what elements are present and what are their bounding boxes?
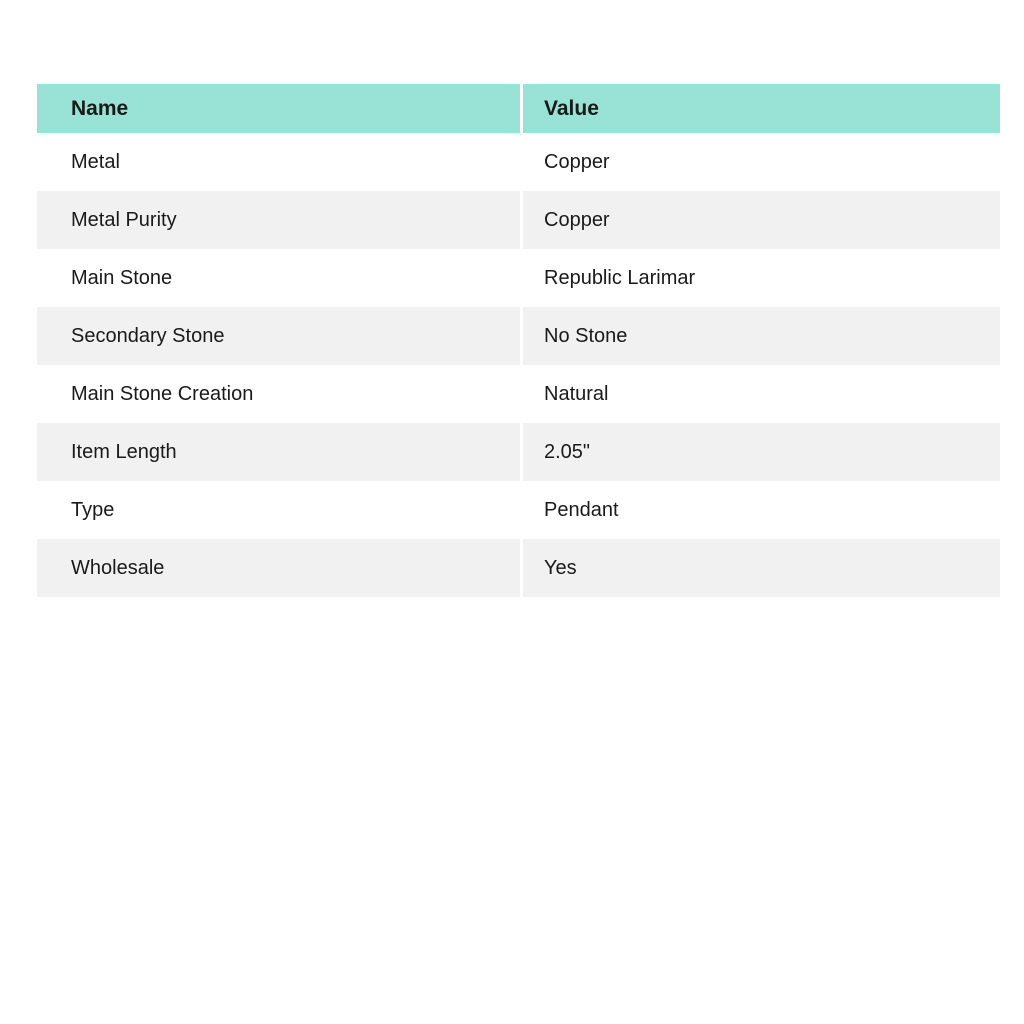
- attribute-value: Copper: [523, 191, 1000, 249]
- table-row: [37, 423, 1000, 481]
- attribute-value: No Stone: [523, 307, 1000, 365]
- table-row: [37, 307, 1000, 365]
- table-row: [37, 133, 1000, 191]
- attribute-name: Wholesale: [37, 539, 523, 597]
- table-row: [37, 249, 1000, 307]
- header-cell-value: Value: [523, 84, 1000, 133]
- table-row: [37, 539, 1000, 597]
- product-attributes-table: [37, 84, 1000, 597]
- attribute-name: Secondary Stone: [37, 307, 523, 365]
- attribute-name: Type: [37, 481, 523, 539]
- table-header-row: [37, 84, 1000, 133]
- attribute-value: Yes: [523, 539, 1000, 597]
- attribute-value: Pendant: [523, 481, 1000, 539]
- attribute-name: Item Length: [37, 423, 523, 481]
- attribute-value: Natural: [523, 365, 1000, 423]
- table-row: [37, 191, 1000, 249]
- attribute-name: Main Stone Creation: [37, 365, 523, 423]
- table-row: [37, 481, 1000, 539]
- attribute-name: Main Stone: [37, 249, 523, 307]
- header-cell-name: Name: [37, 84, 523, 133]
- attribute-value: 2.05": [523, 423, 1000, 481]
- attribute-name: Metal Purity: [37, 191, 523, 249]
- attribute-name: Metal: [37, 133, 523, 191]
- attribute-value: Copper: [523, 133, 1000, 191]
- attribute-value: Republic Larimar: [523, 249, 1000, 307]
- table-row: [37, 365, 1000, 423]
